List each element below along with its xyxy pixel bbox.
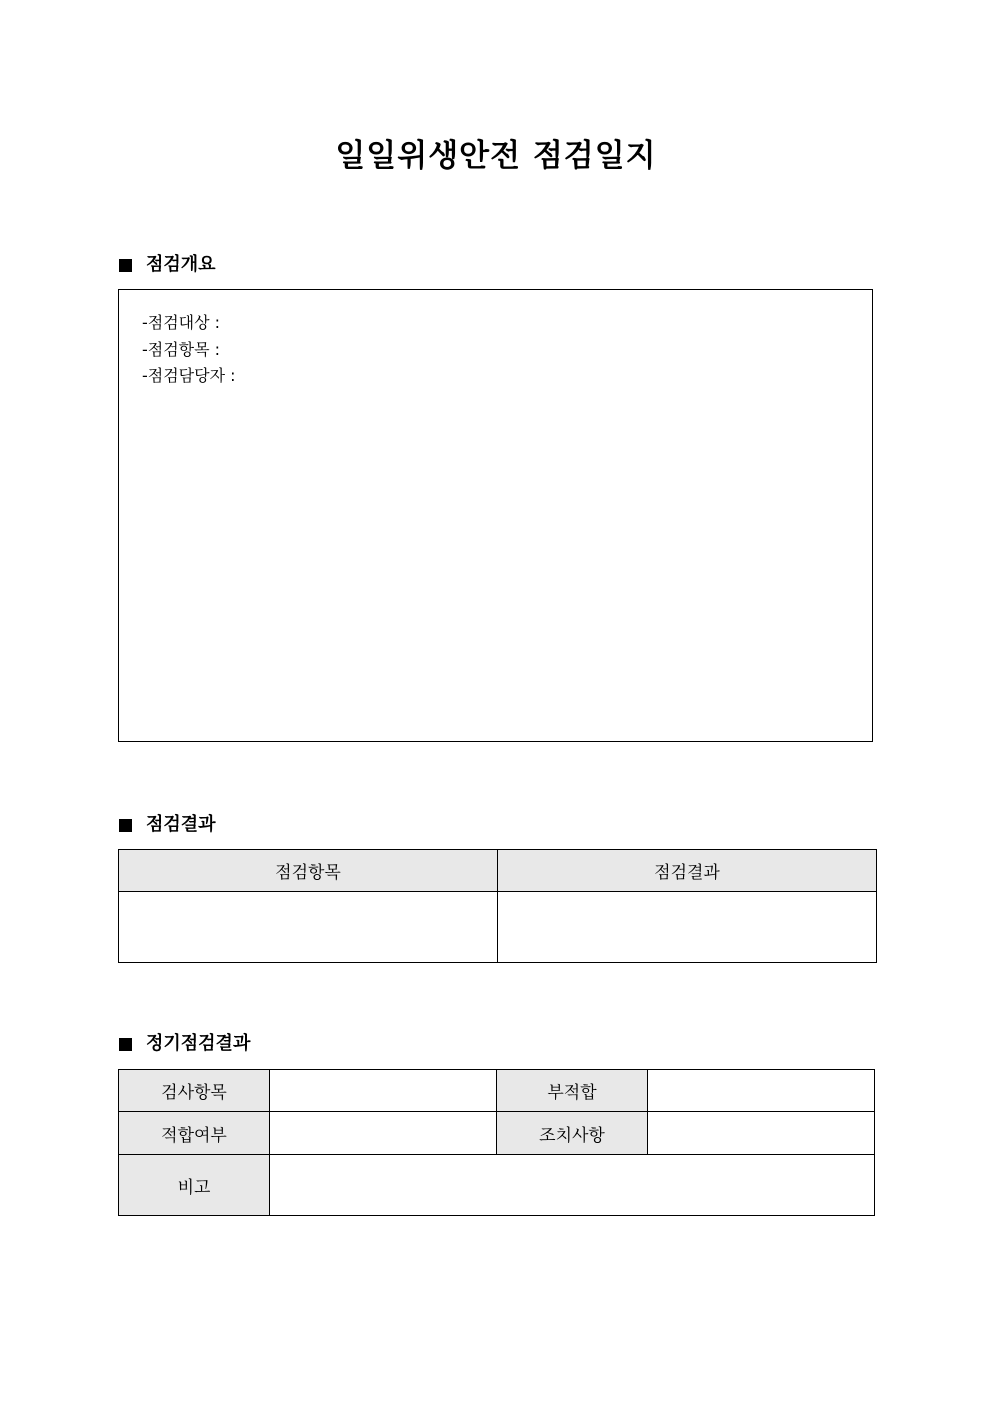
table-row [119, 1155, 875, 1216]
remarks-value[interactable] [270, 1155, 875, 1216]
overview-item-line: -점검항목 : [142, 339, 221, 359]
overview-box [118, 289, 873, 742]
overview-target-line: -점검대상 : [142, 313, 221, 332]
results-table [118, 849, 877, 963]
results-heading [119, 814, 216, 836]
table-row [119, 1070, 875, 1112]
conformity-label: 적합여부 [119, 1112, 270, 1155]
periodic-heading [119, 1033, 250, 1055]
table-row [119, 1112, 875, 1155]
results-heading-label: 점검결과 [146, 814, 216, 835]
periodic-heading-label: 정기점검결과 [146, 1033, 251, 1054]
action-value[interactable] [648, 1112, 875, 1155]
results-col-item: 점검항목 [119, 850, 498, 892]
conformity-value[interactable] [270, 1112, 497, 1155]
nonconforming-label: 부적합 [497, 1070, 648, 1112]
square-bullet-icon [119, 1038, 132, 1051]
square-bullet-icon [119, 819, 132, 832]
overview-lines [142, 310, 236, 390]
inspection-item-value[interactable] [270, 1070, 497, 1112]
action-label: 조치사항 [497, 1112, 648, 1155]
results-col-result: 점검결과 [498, 850, 877, 892]
nonconforming-value[interactable] [648, 1070, 875, 1112]
results-result-cell[interactable] [498, 892, 877, 963]
square-bullet-icon [119, 259, 132, 272]
remarks-label: 비고 [119, 1155, 270, 1216]
periodic-table [118, 1069, 875, 1216]
overview-heading-label: 점검개요 [146, 254, 216, 275]
inspection-item-label: 검사항목 [119, 1070, 270, 1112]
table-row [119, 892, 877, 963]
results-item-cell[interactable] [119, 892, 498, 963]
document-title: 일일위생안전 점검일지 [335, 138, 657, 174]
results-header-row [119, 850, 877, 892]
overview-heading [119, 254, 216, 276]
overview-manager-line: -점검담당자 : [142, 366, 236, 385]
